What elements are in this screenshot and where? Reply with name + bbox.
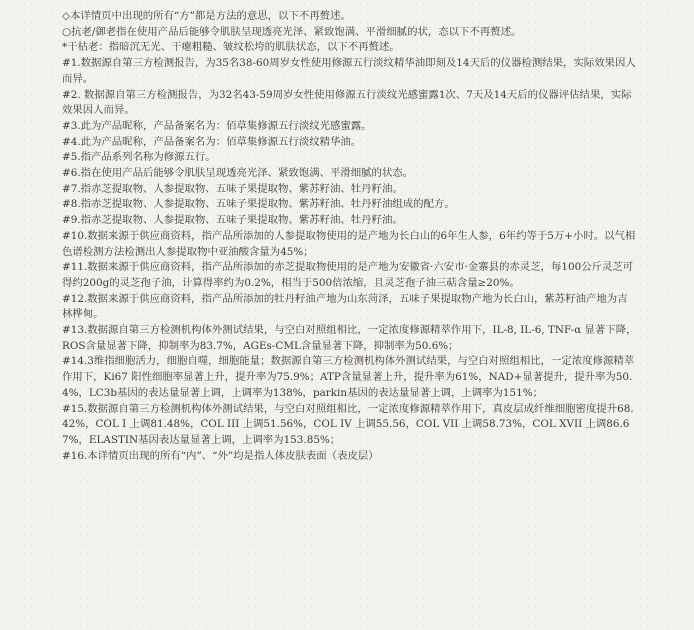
note-8: #8.指赤芝提取物、人参提取物、五味子果提取物、紫苏籽油、牡丹籽油组成的配方。 <box>62 198 455 211</box>
note-7: #7.指赤芝提取物、人参提取物、五味子果提取物、紫苏籽油、牡丹籽油。 <box>62 182 403 195</box>
note-5: #5.指产品系列名称为修源五行。 <box>62 151 216 164</box>
note-1: #1.数据源自第三方检测报告，为35名38-60周岁女性使用修源五行淡纹精华油即刻及14天后的仪器检测结果，实际效果因人而异。 <box>62 57 636 85</box>
note-12: #12.数据来源于供应商资料，指产品所添加的牡丹籽油产地为山东菏泽，五味子果提取物产地为长白山，紫苏籽油产地为吉林桦甸。 <box>62 292 628 321</box>
note-15: #15.数据源自第三方检测机构体外测试结果，与空白对照组相比，一定浓度修源精萃作用下，真皮层成纤维细胞密度提升68.42%，COL I 上调81.48%，COL III 上调51.56%，COL IV 上调55.56，COL VII 上调58.73%，COL XVII 上调86.67%，ELASTIN基因表达量显著上调，上调率为153.85%； <box>62 402 634 446</box>
note-2: #2. 数据源自第三方检测报告，为32名43-59周岁女性使用修源五行淡纹光感蜜露1次、7天及14天后的仪器评估结果，实际效果因人而异。 <box>62 88 632 117</box>
note-10: #10.数据来源于供应商资料，指产品所添加的人参提取物使用的是产地为长白山的6年生人参，6年约等于5万+小时。以气相色谱检测方法检测出人参提取物中亚油酸含量为45%； <box>62 229 636 258</box>
note-13: #13.数据源自第三方检测机构体外测试结果，与空白对照组相比，一定浓度修源精萃作用下，IL-8, IL-6, TNF-α 显著下降，ROS含量显著下降，抑制率为83.7%，AGEs-CML含量显著下降，抑制率为50.6%； <box>62 324 637 352</box>
note-6: #6.指在使用产品后能够令肌肤呈现透亮光泽、紧致饱满、平滑细腻的状态。 <box>62 167 414 180</box>
note-dry-aging: *干枯老：指暗沉无光、干瘪粗糙、皱纹松垮的肌肤状态，以下不再赘述。 <box>62 41 400 54</box>
disclaimer-notes <box>62 9 637 464</box>
note-14: #14.3维指细胞活力，细胞自噬，细胞能量；数据源自第三方检测机构体外测试结果，与空白对照组相比，一定浓度修源精萃作用下，Ki67 阳性细胞率显著上升，提升率为75.9%；ATP含量显著上升，提升率为61%，NAD+显著提升，提升率为50.4%，LC3b基因的表达量显著上调，上调率为138%，parkin基因的表达量显著上调，上调率为151%； <box>62 355 635 399</box>
note-4: #4.此为产品昵称，产品备案名为：佰草集修源五行淡纹精华油。 <box>62 135 362 148</box>
note-method: ◇本详情页中出现的所有“方”都是方法的意思，以下不再赘述。 <box>62 10 351 22</box>
note-9: #9.指赤芝提取物、人参提取物、五味子果提取物、紫苏籽油、牡丹籽油。 <box>62 214 403 227</box>
note-3: #3.此为产品昵称，产品备案名为：佰草集修源五行淡纹光感蜜露。 <box>62 119 372 132</box>
note-anti-aging: ○抗老/御老指在使用产品后能够令肌肤呈现透亮光泽、紧致饱满、平滑细腻的状，态以下不再赘述。 <box>62 25 522 38</box>
note-11: #11.数据来源于供应商资料，指产品所添加的赤芝提取物使用的是产地为安徽省·六安市·金寨县的赤灵芝，每100公斤灵芝可得约200g的灵芝孢子油，计算得率约为0.2%，相当于500倍浓缩，且灵芝孢子油三萜含量≥20%。 <box>62 261 634 289</box>
note-16: #16.本详情页出现的所有“内”、“外”均是指人体皮肤表面（表皮层） <box>62 449 379 462</box>
